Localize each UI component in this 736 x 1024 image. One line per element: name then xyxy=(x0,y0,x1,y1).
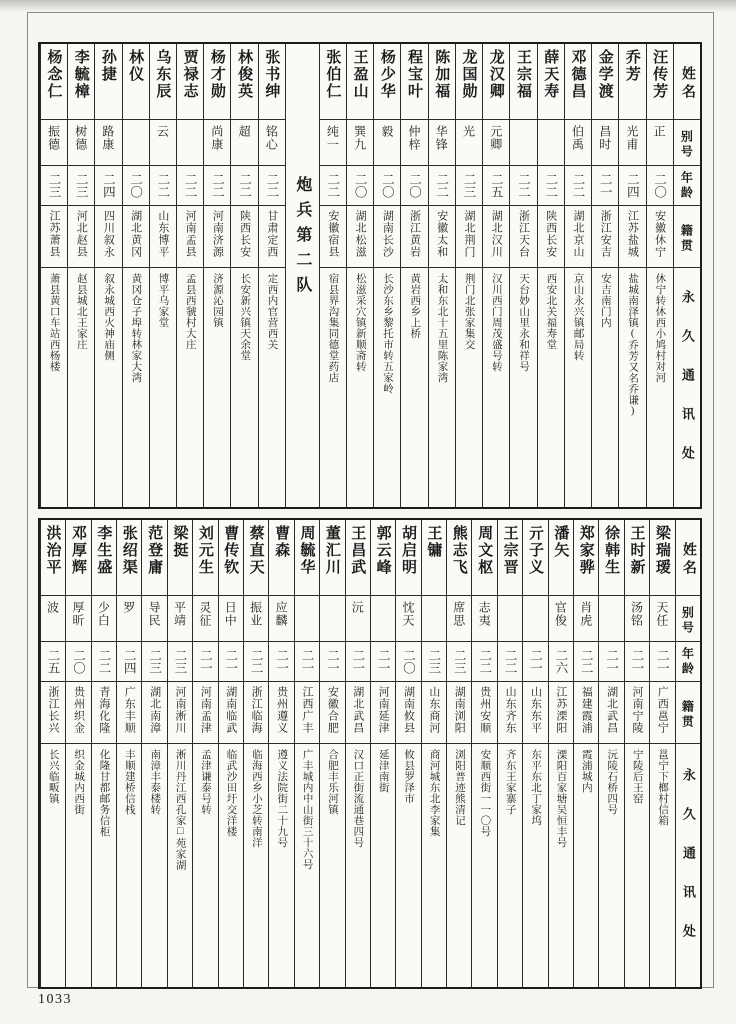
person-native: 湖南临武 xyxy=(219,682,243,744)
person-alias: 昌时 xyxy=(592,120,618,166)
person-native: 福建霞浦 xyxy=(574,682,598,744)
person-name: 张书绅 xyxy=(259,44,285,120)
person-name: 洪治平 xyxy=(41,520,65,596)
person-name: 林仪 xyxy=(123,44,149,120)
person-column xyxy=(455,44,482,507)
person-name: 曹森 xyxy=(269,520,293,596)
person-alias: 沅 xyxy=(346,596,370,642)
person-age: 二一 xyxy=(295,642,319,682)
person-age: 二〇 xyxy=(66,642,90,682)
person-native: 河南延津 xyxy=(371,682,395,744)
person-name: 程宝叶 xyxy=(401,44,427,120)
person-age: 二〇 xyxy=(647,166,673,206)
person-name: 王宗晋 xyxy=(498,520,522,596)
person-alias xyxy=(177,120,203,166)
person-alias: 罗 xyxy=(117,596,141,642)
header-alias-label: 别号 xyxy=(676,596,700,642)
person-age: 二二 xyxy=(244,642,268,682)
person-age: 二二 xyxy=(510,166,536,206)
person-age: 二三 xyxy=(168,642,192,682)
person-address: 齐东王家寨子 xyxy=(504,749,516,815)
person-alias: 汤铭 xyxy=(625,596,649,642)
person-native: 江西广丰 xyxy=(295,682,319,744)
header-address-label: 永久通讯处 xyxy=(679,290,695,485)
person-column xyxy=(591,44,618,507)
person-column xyxy=(395,520,420,987)
header-address-label: 永久通讯处 xyxy=(680,768,696,963)
person-alias: 平靖 xyxy=(168,596,192,642)
person-column xyxy=(122,44,149,507)
person-address: 浏阳普迹熊清记 xyxy=(453,749,465,826)
person-age: 二五 xyxy=(41,642,65,682)
person-column xyxy=(203,44,230,507)
person-column xyxy=(345,520,370,987)
person-native: 浙江长兴 xyxy=(41,682,65,744)
person-alias: 路康 xyxy=(95,120,121,166)
person-alias: 官俊 xyxy=(549,596,573,642)
person-column xyxy=(482,44,509,507)
person-address: 长沙东乡黎托市转五家岭 xyxy=(381,273,393,394)
person-native: 浙江黄岩 xyxy=(401,206,427,268)
person-column xyxy=(91,520,116,987)
person-address: 休宁转休西小鸠村对河 xyxy=(654,273,666,383)
person-alias: 振德 xyxy=(41,120,67,166)
person-alias: 导民 xyxy=(142,596,166,642)
person-native: 贵州安顺 xyxy=(472,682,496,744)
person-age: 二二 xyxy=(472,642,496,682)
person-alias: 日中 xyxy=(219,596,243,642)
person-age: 二〇 xyxy=(374,166,400,206)
person-native: 贵州织金 xyxy=(66,682,90,744)
person-address: 宿县界沟集同德堂药店 xyxy=(327,273,339,383)
person-native: 湖南攸县 xyxy=(396,682,420,744)
header-name-label: 姓名 xyxy=(674,44,700,120)
person-native: 湖北荆门 xyxy=(456,206,482,268)
person-native: 贵州遵义 xyxy=(269,682,293,744)
person-age: 二三 xyxy=(447,642,471,682)
person-native: 安徽宿县 xyxy=(320,206,346,268)
person-native: 陕西长安 xyxy=(538,206,564,268)
person-alias: 纯一 xyxy=(320,120,346,166)
person-address: 黄冈仓子埠转林家大湾 xyxy=(130,273,142,383)
person-age: 二二 xyxy=(177,166,203,206)
person-column xyxy=(646,44,673,507)
person-alias: 仲梓 xyxy=(401,120,427,166)
person-native: 河南孟县 xyxy=(177,206,203,268)
person-age: 二三 xyxy=(41,166,67,206)
person-native: 广东丰顺 xyxy=(117,682,141,744)
person-address: 安顺西街一一〇号 xyxy=(479,749,491,837)
person-age: 二一 xyxy=(523,642,547,682)
person-alias: 尚康 xyxy=(204,120,230,166)
person-age: 二一 xyxy=(269,642,293,682)
person-alias: 肖虎 xyxy=(574,596,598,642)
person-column xyxy=(94,44,121,507)
person-native: 山东商河 xyxy=(422,682,446,744)
person-name: 王盈山 xyxy=(347,44,373,120)
person-name: 董汇川 xyxy=(320,520,344,596)
person-alias xyxy=(123,120,149,166)
person-address: 广丰城内中山街三十六号 xyxy=(301,749,313,870)
person-name: 龙国勋 xyxy=(456,44,482,120)
person-native: 浙江天台 xyxy=(510,206,536,268)
person-alias: 华锋 xyxy=(429,120,455,166)
person-address: 织金城内西街 xyxy=(73,749,85,815)
roster-table-top xyxy=(38,42,702,509)
person-native: 湖北汉川 xyxy=(483,206,509,268)
person-column xyxy=(243,520,268,987)
person-age: 二一 xyxy=(346,642,370,682)
person-column xyxy=(346,44,373,507)
person-alias xyxy=(295,596,319,642)
person-name: 徐韩生 xyxy=(599,520,623,596)
person-column xyxy=(176,44,203,507)
person-name: 杨少华 xyxy=(374,44,400,120)
person-age: 二三 xyxy=(422,642,446,682)
person-age: 二二 xyxy=(538,166,564,206)
person-name: 贾禄志 xyxy=(177,44,203,120)
person-name: 邓德昌 xyxy=(565,44,591,120)
person-native: 安徽合肥 xyxy=(320,682,344,744)
person-alias xyxy=(422,596,446,642)
person-name: 周毓华 xyxy=(295,520,319,596)
person-age: 二二 xyxy=(565,166,591,206)
person-address: 遵义法院街二十九号 xyxy=(276,749,288,848)
person-native: 山东东平 xyxy=(523,682,547,744)
person-age: 二五 xyxy=(483,166,509,206)
person-alias: 忱天 xyxy=(396,596,420,642)
person-age: 二三 xyxy=(68,166,94,206)
person-native: 湖北松滋 xyxy=(347,206,373,268)
person-address: 长兴临畈镇 xyxy=(47,749,59,804)
person-native: 湖南长沙 xyxy=(374,206,400,268)
person-name: 杨才勋 xyxy=(204,44,230,120)
person-age: 二二 xyxy=(231,166,257,206)
person-column xyxy=(373,44,400,507)
roster-table-bottom xyxy=(38,518,702,989)
person-address: 攸县罗泽市 xyxy=(403,749,415,804)
person-age: 二〇 xyxy=(401,166,427,206)
person-name: 郑家骅 xyxy=(574,520,598,596)
person-address: 延津南街 xyxy=(377,749,389,793)
person-native: 陕西长安 xyxy=(231,206,257,268)
person-address: 赵县城北王家庄 xyxy=(75,273,87,350)
person-alias: 伯禹 xyxy=(565,120,591,166)
person-column xyxy=(370,520,395,987)
person-alias: 正 xyxy=(647,120,673,166)
person-column xyxy=(116,520,141,987)
person-address: 长安新兴镇天余堂 xyxy=(239,273,251,361)
person-age: 二二 xyxy=(498,642,522,682)
person-column xyxy=(167,520,192,987)
person-age: 二二 xyxy=(150,166,176,206)
person-alias: 巽九 xyxy=(347,120,373,166)
person-column xyxy=(471,520,496,987)
person-alias: 光甫 xyxy=(619,120,645,166)
person-alias: 振业 xyxy=(244,596,268,642)
person-age: 二三 xyxy=(456,166,482,206)
person-age: 二一 xyxy=(193,642,217,682)
person-address: 霞浦城内 xyxy=(580,749,592,793)
person-age: 二二 xyxy=(259,166,285,206)
person-name: 乌东辰 xyxy=(150,44,176,120)
person-address: 宁陵后王窑 xyxy=(631,749,643,804)
person-column xyxy=(509,44,536,507)
person-native: 湖北京山 xyxy=(565,206,591,268)
person-native: 浙江临海 xyxy=(244,682,268,744)
person-age: 二四 xyxy=(619,166,645,206)
person-column xyxy=(40,520,65,987)
person-alias xyxy=(599,596,623,642)
person-native: 河南孟津 xyxy=(193,682,217,744)
person-column xyxy=(192,520,217,987)
person-name: 张伯仁 xyxy=(320,44,346,120)
header-age-label: 年龄 xyxy=(676,642,700,682)
person-native: 安徽太和 xyxy=(429,206,455,268)
person-address: 西安北关福寿堂 xyxy=(545,273,557,350)
person-native: 山东博平 xyxy=(150,206,176,268)
person-address: 安吉南门内 xyxy=(599,273,611,328)
person-name: 范登庸 xyxy=(142,520,166,596)
person-native: 江苏萧县 xyxy=(41,206,67,268)
person-age: 二二 xyxy=(92,642,116,682)
person-alias: 席思 xyxy=(447,596,471,642)
person-native: 河南淅川 xyxy=(168,682,192,744)
person-name: 林俊英 xyxy=(231,44,257,120)
person-address: 京山永兴镇邮局转 xyxy=(572,273,584,361)
person-address: 南漳丰泰楼转 xyxy=(149,749,161,815)
person-alias: 毅 xyxy=(374,120,400,166)
person-column xyxy=(40,44,67,507)
person-alias: 铭心 xyxy=(259,120,285,166)
person-address: 临武沙田圩交洋楼 xyxy=(225,749,237,837)
person-alias: 光 xyxy=(456,120,482,166)
person-alias xyxy=(510,120,536,166)
person-alias: 志夷 xyxy=(472,596,496,642)
person-age: 二一 xyxy=(219,642,243,682)
person-column xyxy=(218,520,243,987)
person-native: 湖北武昌 xyxy=(346,682,370,744)
person-age: 二三 xyxy=(142,642,166,682)
person-address: 天台妙山里永和祥号 xyxy=(518,273,530,372)
scan-artifact-top-edge xyxy=(0,0,736,12)
person-alias xyxy=(538,120,564,166)
header-column xyxy=(675,520,700,987)
person-native: 河南济源 xyxy=(204,206,230,268)
person-name: 龙汉卿 xyxy=(483,44,509,120)
person-age: 二〇 xyxy=(123,166,149,206)
person-native: 江苏溧阳 xyxy=(549,682,573,744)
person-address: 商河城东北李家集 xyxy=(428,749,440,837)
person-name: 郭云峰 xyxy=(371,520,395,596)
person-column xyxy=(618,44,645,507)
person-address: 丰顺建桥信栈 xyxy=(123,749,135,815)
person-age: 二四 xyxy=(117,642,141,682)
person-name: 王宗福 xyxy=(510,44,536,120)
person-column xyxy=(319,520,344,987)
person-age: 二二 xyxy=(204,166,230,206)
person-native: 青海化隆 xyxy=(92,682,116,744)
header-native-label: 籍贯 xyxy=(674,206,700,268)
person-age: 二一 xyxy=(625,642,649,682)
person-age: 二〇 xyxy=(396,642,420,682)
person-name: 邓厚辉 xyxy=(66,520,90,596)
person-column xyxy=(446,520,471,987)
person-address: 萧县黄口车站西杨楼 xyxy=(48,273,60,372)
unit-divider-label: 炮兵第二队 xyxy=(285,44,319,507)
person-name: 杨念仁 xyxy=(41,44,67,120)
person-native: 广西邕宁 xyxy=(650,682,674,744)
person-name: 蔡直天 xyxy=(244,520,268,596)
person-name: 王昌武 xyxy=(346,520,370,596)
person-alias: 树德 xyxy=(68,120,94,166)
person-address: 叙永城西火神庙侧 xyxy=(103,273,115,361)
person-alias xyxy=(498,596,522,642)
person-name: 金学渡 xyxy=(592,44,618,120)
person-column xyxy=(421,520,446,987)
person-name: 张绍渠 xyxy=(117,520,141,596)
person-address: 荆门北张家集交 xyxy=(463,273,475,350)
person-age: 二〇 xyxy=(347,166,373,206)
person-column xyxy=(598,520,623,987)
person-address: 盐城南泽镇(乔芳又名乔谦) xyxy=(627,273,639,417)
person-column xyxy=(319,44,346,507)
person-age: 二六 xyxy=(549,642,573,682)
header-column xyxy=(673,44,700,507)
person-address: 临海西乡小芝转南洋 xyxy=(250,749,262,848)
person-alias: 元卿 xyxy=(483,120,509,166)
person-alias xyxy=(523,596,547,642)
person-name: 汪传芳 xyxy=(647,44,673,120)
person-native: 湖南浏阳 xyxy=(447,682,471,744)
person-address: 东平东北丁家坞 xyxy=(530,749,542,826)
person-address: 松滋采穴镇新顺斋转 xyxy=(354,273,366,372)
person-address: 孟津谦泰号转 xyxy=(200,749,212,815)
person-native: 甘肃定西 xyxy=(259,206,285,268)
person-age: 二一 xyxy=(592,166,618,206)
person-address: 溧阳百家塘吴恒丰号 xyxy=(555,749,567,848)
person-column xyxy=(400,44,427,507)
person-native: 浙江安吉 xyxy=(592,206,618,268)
person-alias: 超 xyxy=(231,120,257,166)
person-column xyxy=(522,520,547,987)
person-name: 乔芳 xyxy=(619,44,645,120)
person-native: 湖北武昌 xyxy=(599,682,623,744)
person-native: 山东齐东 xyxy=(498,682,522,744)
person-name: 刘元生 xyxy=(193,520,217,596)
person-column xyxy=(573,520,598,987)
person-name: 孙捷 xyxy=(95,44,121,120)
person-alias: 天任 xyxy=(650,596,674,642)
person-column xyxy=(268,520,293,987)
person-name: 梁瑞瑷 xyxy=(650,520,674,596)
person-alias xyxy=(371,596,395,642)
person-name: 陈加福 xyxy=(429,44,455,120)
header-age-label: 年龄 xyxy=(674,166,700,206)
person-name: 李毓樟 xyxy=(68,44,94,120)
person-alias: 波 xyxy=(41,596,65,642)
person-address: 化隆甘都邮务信柜 xyxy=(98,749,110,837)
person-name: 李生盛 xyxy=(92,520,116,596)
person-alias: 应麟 xyxy=(269,596,293,642)
header-native-label: 籍贯 xyxy=(676,682,700,744)
page-number: 1033 xyxy=(38,992,72,1007)
person-address: 孟县西虢村大庄 xyxy=(184,273,196,350)
person-column xyxy=(65,520,90,987)
person-column xyxy=(497,520,522,987)
person-native: 安徽休宁 xyxy=(647,206,673,268)
person-column xyxy=(624,520,649,987)
person-column xyxy=(258,44,285,507)
person-name: 曹传钦 xyxy=(219,520,243,596)
person-address: 博平乌家堂 xyxy=(157,273,169,328)
person-column xyxy=(548,520,573,987)
person-native: 四川叙永 xyxy=(95,206,121,268)
person-address: 太和东北十五里陈家湾 xyxy=(436,273,448,383)
person-age: 二一 xyxy=(599,642,623,682)
person-age: 二一 xyxy=(650,642,674,682)
person-alias: 少白 xyxy=(92,596,116,642)
person-alias: 厚昕 xyxy=(66,596,90,642)
person-name: 潘矢 xyxy=(549,520,573,596)
person-name: 周文枢 xyxy=(472,520,496,596)
person-column xyxy=(141,520,166,987)
person-age: 二一 xyxy=(320,642,344,682)
person-native: 河北赵县 xyxy=(68,206,94,268)
person-age: 二四 xyxy=(95,166,121,206)
person-name: 梁挺 xyxy=(168,520,192,596)
person-address: 邕宁下榔村信箱 xyxy=(657,749,669,826)
person-address: 济源沁园镇 xyxy=(212,273,224,328)
person-column xyxy=(294,520,319,987)
person-column xyxy=(230,44,257,507)
person-address: 汉川西门周茂盛号转 xyxy=(490,273,502,372)
person-native: 河南宁陵 xyxy=(625,682,649,744)
person-name: 薛天寿 xyxy=(538,44,564,120)
person-address: 定西内官营西关 xyxy=(266,273,278,350)
person-age: 二二 xyxy=(574,642,598,682)
person-name: 熊志飞 xyxy=(447,520,471,596)
person-native: 湖北黄冈 xyxy=(123,206,149,268)
person-native: 江苏盐城 xyxy=(619,206,645,268)
person-column xyxy=(67,44,94,507)
person-address: 沅陵石桥四号 xyxy=(606,749,618,815)
person-column xyxy=(537,44,564,507)
person-name: 王时新 xyxy=(625,520,649,596)
person-alias xyxy=(320,596,344,642)
person-alias: 灵征 xyxy=(193,596,217,642)
person-native: 湖北南漳 xyxy=(142,682,166,744)
person-address: 汉口正街流通巷四号 xyxy=(352,749,364,848)
person-column xyxy=(149,44,176,507)
person-address: 淅川丹江西孔家□苑家湖 xyxy=(174,749,186,871)
person-age: 二二 xyxy=(429,166,455,206)
person-address: 黄岩西乡上桥 xyxy=(409,273,421,339)
person-name: 胡启明 xyxy=(396,520,420,596)
person-alias: 云 xyxy=(150,120,176,166)
person-column xyxy=(649,520,674,987)
person-column xyxy=(428,44,455,507)
person-age: 二二 xyxy=(320,166,346,206)
header-alias-label: 别号 xyxy=(674,120,700,166)
person-address: 合肥丰乐河镇 xyxy=(327,749,338,815)
person-name: 亓子义 xyxy=(523,520,547,596)
header-name-label: 姓名 xyxy=(676,520,700,596)
person-name: 王镛 xyxy=(422,520,446,596)
person-column xyxy=(564,44,591,507)
person-age: 二一 xyxy=(371,642,395,682)
